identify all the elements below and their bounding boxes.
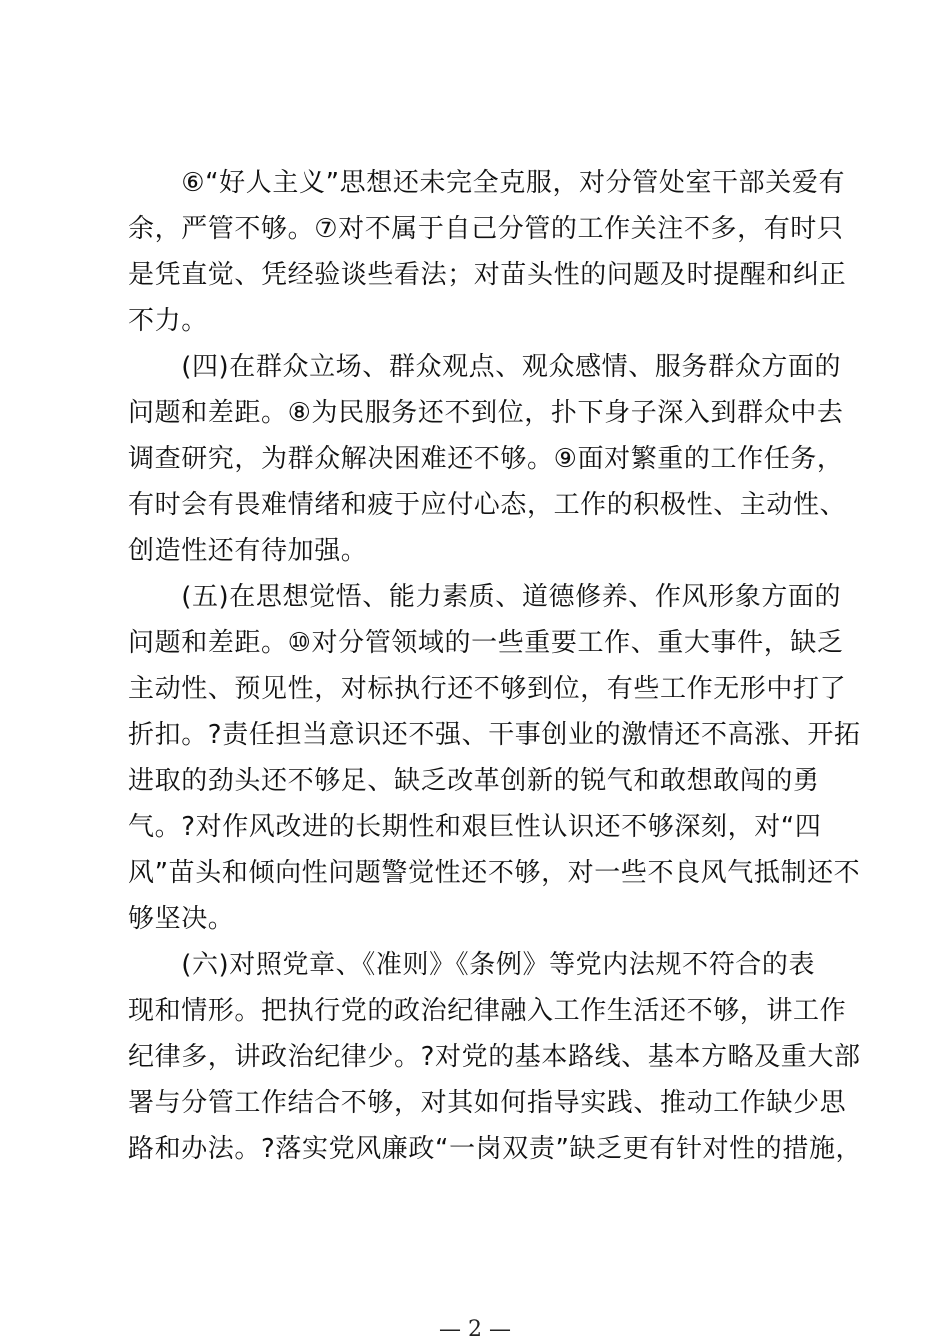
text-line: 调查研究，为群众解决困难还不够。⑨面对繁重的工作任务， (128, 444, 844, 474)
text-line: 余，严管不够。⑦对不属于自己分管的工作关注不多，有时只 (128, 214, 844, 244)
page-number: — 2 — (439, 1317, 511, 1342)
text-line: 主动性、预见性，对标执行还不够到位，有些工作无形中打了 (128, 674, 847, 704)
text-line: 气。?对作风改进的长期性和艰巨性认识还不够深刻，对“四 (128, 812, 822, 842)
text-line: 进取的劲头还不够足、缺乏改革创新的锐气和敢想敢闯的勇 (128, 766, 820, 796)
text-line: 路和办法。?落实党风廉政“一岗双责”缺乏更有针对性的措施， (128, 1134, 863, 1164)
text-line: ⑥“好人主义”思想还未完全克服，对分管处室干部关爱有 (128, 168, 846, 198)
section-heading-line: (六)对照党章、《准则》《条例》等党内法规不符合的表 (128, 950, 816, 980)
text-line: 有时会有畏难情绪和疲于应付心态，工作的积极性、主动性、 (128, 490, 847, 520)
section-heading-line: (五)在思想觉悟、能力素质、道德修养、作风形象方面的 (128, 582, 842, 612)
text-line: 够坚决。 (128, 904, 235, 934)
text-line: 问题和差距。⑧为民服务还不到位，扑下身子深入到群众中去 (128, 398, 844, 428)
section-heading-line: (四)在群众立场、群众观点、观众感情、服务群众方面的 (128, 352, 842, 382)
text-line: 现和情形。把执行党的政治纪律融入工作生活还不够，讲工作 (128, 996, 847, 1026)
text-line: 署与分管工作结合不够，对其如何指导实践、推动工作缺少思 (128, 1088, 847, 1118)
text-line: 是凭直觉、凭经验谈些看法；对苗头性的问题及时提醒和纠正 (128, 260, 847, 290)
text-line: 问题和差距。⑩对分管领域的一些重要工作、重大事件，缺乏 (128, 628, 844, 658)
text-line: 纪律多，讲政治纪律少。?对党的基本路线、基本方略及重大部 (128, 1042, 861, 1072)
text-line: 创造性还有待加强。 (128, 536, 368, 566)
text-line: 折扣。?责任担当意识还不强、干事创业的激情还不高涨、开拓 (128, 720, 861, 750)
text-line: 不力。 (128, 306, 208, 336)
text-line: 风”苗头和倾向性问题警觉性还不够，对一些不良风气抵制还不 (128, 858, 861, 888)
body-text (128, 160, 863, 1172)
